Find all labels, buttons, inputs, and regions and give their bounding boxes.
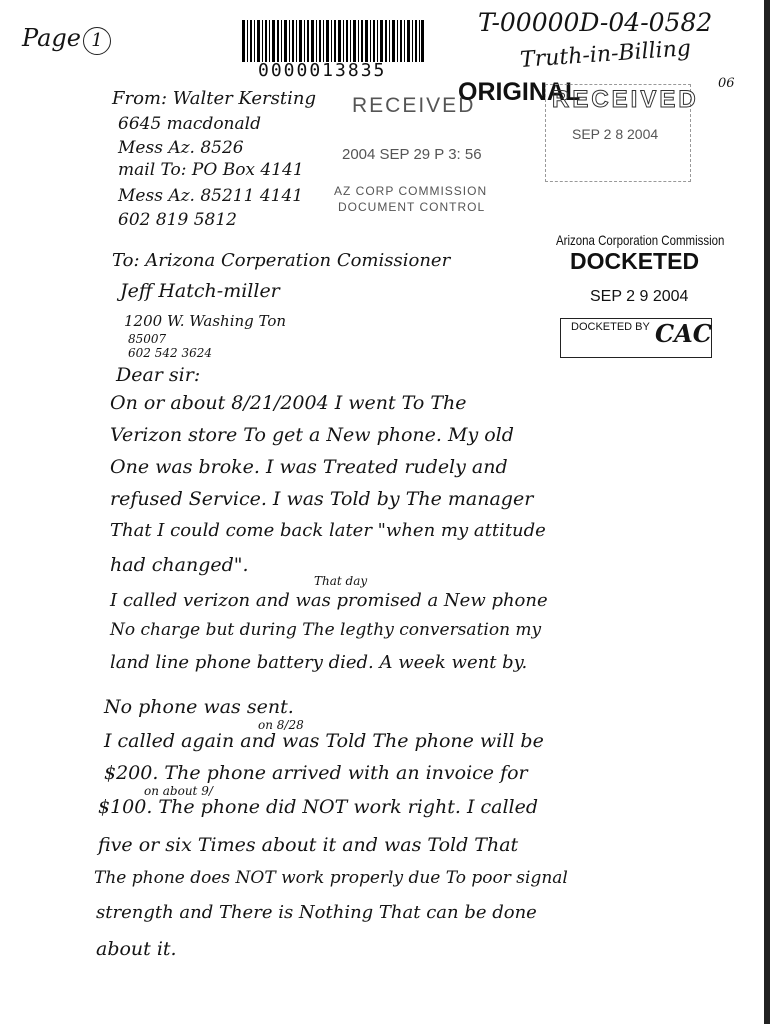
page-number-circle: 1 [83, 27, 111, 55]
docketed-date: SEP 2 9 2004 [590, 288, 689, 305]
recipient-line-3: 1200 W. Washing Ton [124, 312, 287, 330]
insert-that-day: That day [314, 574, 368, 588]
letter-line: land line phone battery died. A week went by. [110, 652, 528, 673]
scan-edge [764, 0, 770, 1024]
recipient-line-2: Jeff Hatch-miller [120, 280, 280, 302]
received-outline-date: SEP 2 8 2004 [572, 126, 659, 142]
letter-line: One was broke. I was Treated rudely and [110, 456, 508, 478]
sender-line-1: From: Walter Kersting [112, 88, 316, 109]
barcode-number: 0000013835 [258, 60, 387, 81]
letter-line: had changed". [110, 554, 249, 576]
docketed-by-initials: CAC [655, 319, 712, 348]
insert-on-date: on 8/28 [258, 718, 304, 732]
letter-line: I called verizon and was promised a New phone [110, 590, 548, 611]
sender-line-5: Mess Az. 85211 4141 [118, 186, 304, 206]
letter-line: $200. The phone arrived with an invoice for [104, 762, 528, 784]
commission-stamp-line1: AZ CORP COMMISSION [334, 184, 488, 198]
sender-line-4: mail To: PO Box 4141 [118, 160, 304, 180]
corner-note: 06 [718, 76, 735, 91]
recipient-line-4: 85007 [128, 332, 167, 346]
received-outline-stamp: RECEIVED [552, 86, 699, 113]
letter-line: strength and There is Nothing That can be done [96, 902, 537, 923]
letter-line: The phone does NOT work properly due To poor signal [94, 868, 568, 888]
letter-line: about it. [96, 938, 177, 960]
subject-line: Truth-in-Billing [519, 36, 692, 73]
letter-line: That I could come back later "when my attitude [110, 520, 546, 541]
sender-line-6: 602 819 5812 [118, 210, 237, 230]
letter-line: refused Service. I was Told by The manager [110, 488, 534, 510]
original-stamp: ORIGINAL [458, 78, 581, 106]
docket-number: T-00000D-04-0582 [478, 8, 713, 37]
letter-line: I called again and was Told The phone will be [104, 730, 544, 752]
letter-line: No charge but during The legthy conversation my [110, 620, 542, 640]
docketed-by-label: DOCKETED BY [571, 321, 650, 333]
received-date-stamp: 2004 SEP 29 P 3: 56 [342, 146, 482, 163]
letter-line: Verizon store To get a New phone. My old [110, 424, 514, 446]
docketed-stamp: DOCKETED [570, 248, 700, 274]
recipient-line-1: To: Arizona Corperation Comissioner [112, 250, 451, 271]
docketed-by-box [560, 318, 712, 358]
letter-line: No phone was sent. [104, 696, 294, 718]
letter-line: On or about 8/21/2004 I went To The [110, 392, 467, 414]
letter-line: five or six Times about it and was Told That [98, 834, 519, 856]
barcode-graphic [242, 20, 424, 62]
insert-on-about: on about 9/ [144, 784, 213, 798]
commission-stamp-line2: DOCUMENT CONTROL [338, 200, 486, 214]
recipient-line-5: 602 542 3624 [128, 346, 212, 360]
sender-line-3: Mess Az. 8526 [118, 138, 244, 158]
received-stamp: RECEIVED [352, 94, 476, 117]
salutation: Dear sir: [116, 364, 201, 386]
acc-name: Arizona Corporation Commission [556, 232, 725, 248]
sender-line-2: 6645 macdonald [118, 114, 261, 134]
letter-line: $100. The phone did NOT work right. I called [98, 796, 539, 818]
page-label: Page 1 [22, 24, 111, 55]
